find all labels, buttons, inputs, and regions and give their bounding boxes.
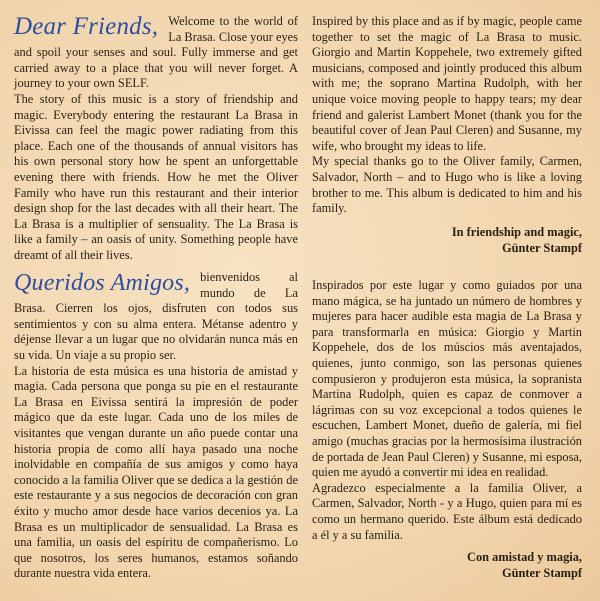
english-intro-paragraph: Welcome to the world of La Brasa. Close your eyes and spoil your senses and soul. Fully immerse and get carried away to a place that you will never forget. A journey to your own SELF. [14, 14, 298, 91]
english-thanks-paragraph: My special thanks go to the Oliver family, Carmen, Salvador, North – and to Hugo who is like a loving brother to me. This album is dedicated to him and his family. [312, 154, 582, 216]
spanish-thanks-paragraph: Agradezco especialmente a la familia Oliver, a Carmen, Salvador, North - y a Hugo, quien para mí es como un hermano querido. Este álbum está dedicado a él y a su familia. [312, 480, 582, 542]
english-signature [312, 225, 582, 256]
english-inspired-paragraph: Inspired by this place and as if by magic, people came together to set the magic of La Brasa to music. Giorgio and Martin Koppehele, two extremely gifted musicians, composed and jointly produced this album with me; the soprano Martina Rudolph, with her unique voice moving people to happy tears; my dear friend and galerist Lambert Monet (thank you for the beautiful cover of Jean Paul Cleren) and Susanne, my wife, who brought my ideas to life. [312, 14, 582, 153]
english-story-paragraph: The story of this music is a story of friendship and magic. Everybody entering the restaurant La Brasa in Eivissa can feel the magic power radiating from this place. Each one of the thousands of annual visitors has his own personal story how he spent an unforgettable evening there with friends. How he met the Oliver Family who have run this restaurant and their interior design shop for the last decades with all their heart. The La Brasa is a multiplier of sensuality. The La Brasa is like a family – an oasis of unity. Something people have dreamt of all their lives. [14, 91, 298, 262]
spanish-right-column [312, 278, 582, 543]
english-heading: Dear Friends, [14, 13, 159, 40]
english-signature-name: Günter Stampf [502, 240, 582, 255]
spanish-heading: Queridos Amigos, [14, 270, 191, 296]
spanish-inspired-paragraph: Inspirados por este lugar y como guiados por una mano mágica, se ha juntado un número de hombres y mujeres para hacer audible esta magia de La Brasa y para transformarla en música: Giorgio y Martin Koppehele, dos de los múscios más aventajados, quienes, junto conmigo, son las personas quienes compusieron y produjeron esta música, la sopranista Martina Rudolph, quien es capaz de conmover a lágrimas con su voz excepcional a todos quienes le escuchen, Lambert Monet, dueño de galería, mi fiel amigo (muchas gracias por la hermosísima ilustración de portada de Jean Paul Cleren) y Susanne, mi esposa, quien me ayudó a convertir mi idea en realidad. [312, 278, 582, 480]
spanish-signature-name: Günter Stampf [502, 565, 582, 580]
spanish-signature [312, 550, 582, 581]
spanish-intro-paragraph: bienvenidos al mundo de La Brasa. Cierren los ojos, disfruten con todos sus sentimientos y con su alma entera. Métanse adentro y déjense llevar a un lugar que no olvidarán nunca más en su vida. Un viaje a su propio ser. [14, 270, 298, 362]
spanish-story-paragraph: La historia de esta música es una historia de amistad y magia. Cada persona que ponga su pie en el restaurante La Brasa en Eivissa sentirá la impresión de poder mágico que da este lugar. Cada uno de los miles de visitantes que vengan durante un año puede contar una historia propia de como allí haya pasado una noche inolvidable en compañía de sus amigos y como haya conocido a la familia Oliver que se dedica a la gestión de este restaurante y a sus negocios de decoración con gran éxito y mucho amor desde hace varios decenios ya. La Brasa es un multiplicador de sensualidad. La Brasa es una familia, un oasis del espíritu de compañerismo. Lo que nosotros, los seres humanos, estamos soñando durante nuestra vida entera. [14, 363, 298, 581]
english-left-column [14, 14, 298, 264]
english-right-column [312, 14, 582, 217]
spanish-left-column [14, 270, 298, 582]
english-signature-closing: In friendship and magic, [451, 225, 582, 239]
spanish-signature-closing: Con amistad y magia, [467, 550, 582, 564]
